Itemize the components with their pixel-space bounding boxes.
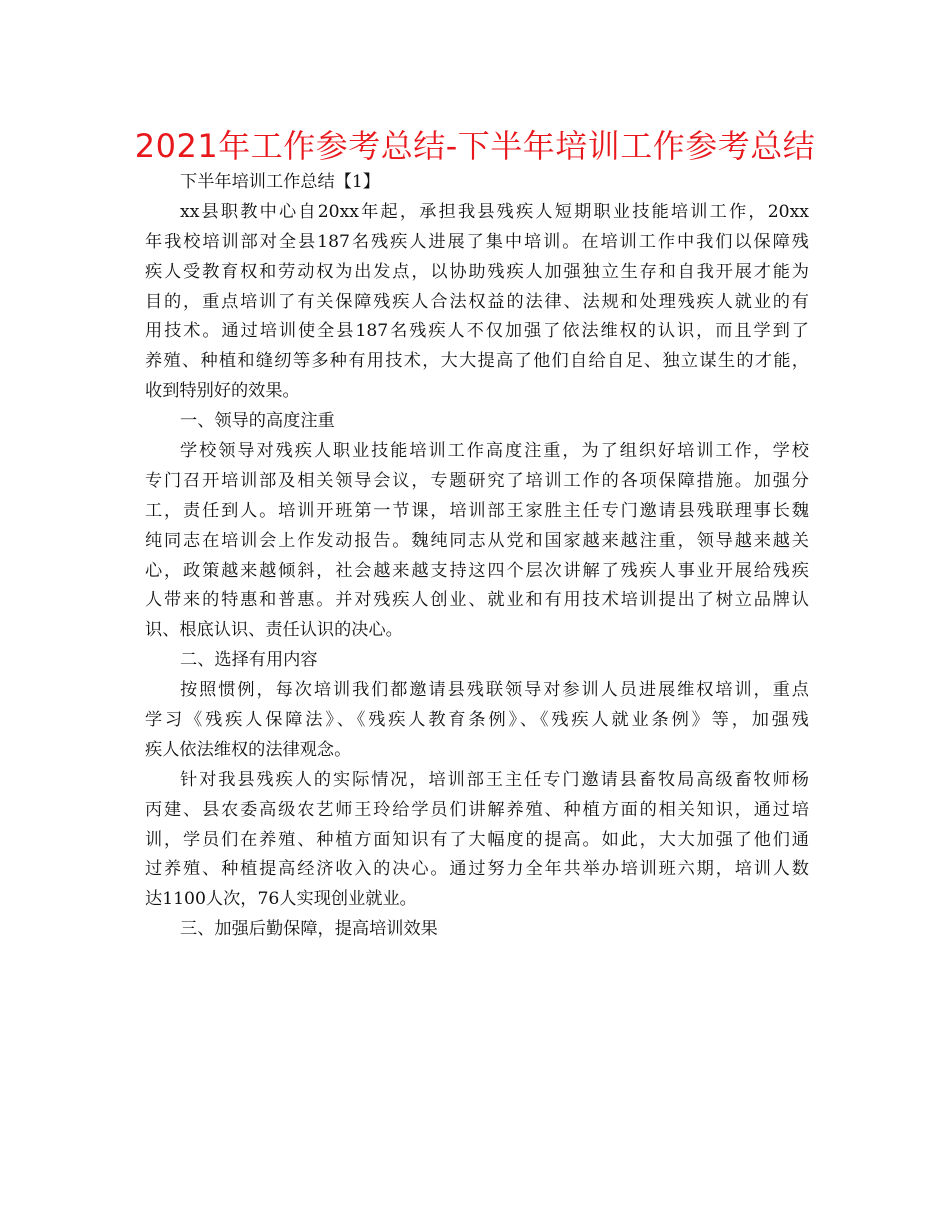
text-line: 下半年培训工作总结【1】	[180, 172, 380, 192]
text-line: 识、根底认识、责任认识的决心。	[145, 620, 403, 641]
text-line: 心，政策越来越倾斜，社会越来越支持这四个层次讲解了残疾人事业开展给残疾	[145, 560, 809, 581]
section-heading-text: 三、加强后勤保障，提高培训效果	[180, 919, 438, 940]
document-body	[145, 168, 809, 945]
section-heading-text: 二、选择有用内容	[180, 650, 318, 671]
text-line: 按照惯例，每次培训我们都邀请县残联领导对参训人员进展维权培训，重点	[180, 680, 809, 701]
text-line: 学校领导对残疾人职业技能培训工作高度注重，为了组织好培训工作，学校	[180, 441, 809, 462]
text-line: 训，学员们在养殖、种植方面知识有了大幅度的提高。如此，大大加强了他们通	[145, 829, 809, 850]
text-line: 人带来的特惠和普惠。并对残疾人创业、就业和有用技术培训提出了树立品牌认	[145, 590, 809, 611]
text-line: 年我校培训部对全县187名残疾人进展了集中培训。在培训工作中我们以保障残	[145, 231, 809, 252]
text-line: 纯同志在培训会上作发动报告。魏纯同志从党和国家越来越注重，领导越来越关	[145, 530, 809, 551]
document-title: 2021年工作参考总结-下半年培训工作参考总结	[134, 127, 816, 165]
text-line: 达1100人次，76人实现创业就业。	[145, 889, 417, 910]
text-line: 丙建、县农委高级农艺师王玲给学员们讲解养殖、种植方面的相关知识，通过培	[145, 799, 809, 820]
text-line: 过养殖、种植提高经济收入的决心。通过努力全年共举办培训班六期，培训人数	[145, 859, 809, 880]
text-line: 收到特别好的效果。	[145, 381, 300, 402]
text-line: 专门召开培训部及相关领导会议，专题研究了培训工作的各项保障措施。加强分	[145, 470, 809, 491]
text-line: 工，责任到人。培训开班第一节课，培训部王家胜主任专门邀请县残联理事长魏	[145, 500, 809, 521]
text-line: 针对我县残疾人的实际情况，培训部王主任专门邀请县畜牧局高级畜牧师杨	[180, 769, 809, 790]
text-line: 养殖、种植和缝纫等多种有用技术，大大提高了他们自给自足、独立谋生的才能，	[145, 351, 809, 372]
text-line: 目的，重点培训了有关保障残疾人合法权益的法律、法规和处理残疾人就业的有	[145, 291, 809, 312]
text-line: 学习《残疾人保障法》、《残疾人教育条例》、《残疾人就业条例》等，加强残	[145, 710, 809, 731]
section-heading-text: 一、领导的高度注重	[180, 411, 335, 432]
text-line: 用技术。通过培训使全县187名残疾人不仅加强了依法维权的认识，而且学到了	[145, 321, 809, 342]
text-line: xx县职教中心自20xx年起，承担我县残疾人短期职业技能培训工作，20xx	[180, 201, 809, 222]
text-line: 疾人依法维权的法律观念。	[145, 739, 352, 760]
text-line: 疾人受教育权和劳动权为出发点，以协助残疾人加强独立生存和自我开展才能为	[145, 261, 809, 282]
